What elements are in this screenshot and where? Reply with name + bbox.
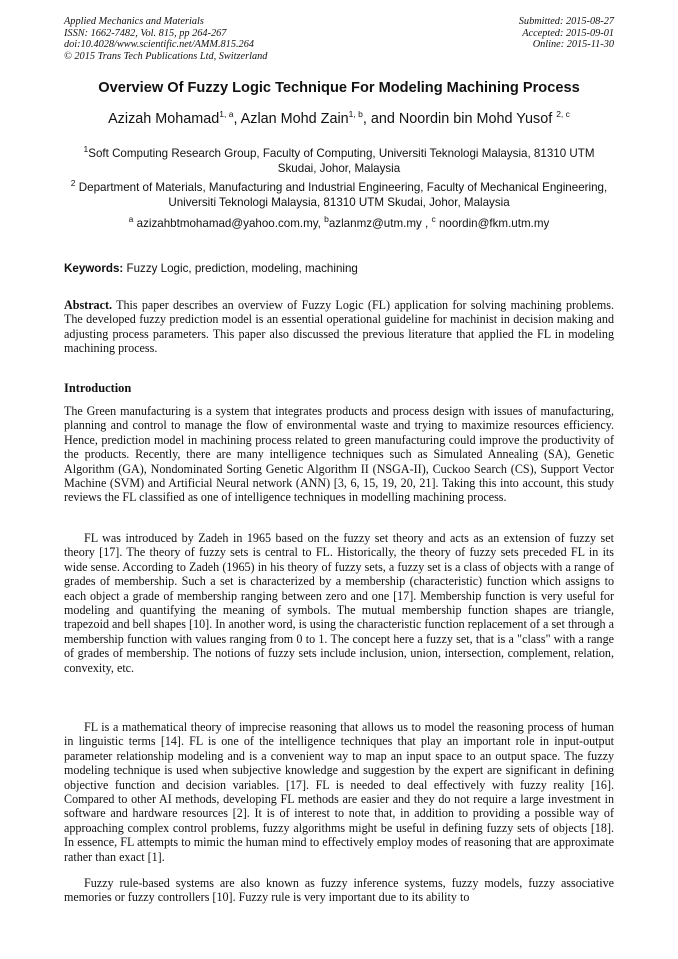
keywords xyxy=(64,262,614,275)
author-name: Azlan Mohd Zain xyxy=(240,111,349,127)
email-mark: a xyxy=(128,214,134,225)
journal-name: Applied Mechanics and Materials xyxy=(64,16,204,27)
author-name: Noordin bin Mohd Yusof xyxy=(398,111,553,127)
email-mark: b xyxy=(324,214,329,225)
abstract xyxy=(64,298,614,356)
affiliation-mark: 2 xyxy=(70,178,76,189)
submitted-date: Submitted: 2015-08-27 xyxy=(518,16,614,27)
author-separator: , and xyxy=(362,111,399,127)
author-affil-mark: 2, c xyxy=(556,109,570,120)
affiliation-text: Soft Computing Research Group, Faculty of Computing, Universiti Teknologi Malaysia, 81310 UTM Skudai, Johor, Malaysia xyxy=(88,147,595,175)
email-link[interactable]: azizahbtmohamad@yahoo.com.my, xyxy=(136,217,325,230)
email-link[interactable]: noordin@fkm.utm.my xyxy=(438,217,550,230)
abstract-text: This paper describes an overview of Fuzzy Logic (FL) application for solving machining problems. The developed fuzzy prediction model is an essential operational guideline for machinist in decision making and adjusting process parameters. This paper also discussed the previous literature that applied the FL in modeling machining process. xyxy=(64,298,614,356)
affiliation-2 xyxy=(70,180,608,210)
author-emails xyxy=(40,214,638,230)
email-link[interactable]: azlanmz@utm.my , xyxy=(328,217,432,230)
accepted-date: Accepted: 2015-09-01 xyxy=(522,27,614,39)
author-list xyxy=(30,111,648,127)
intro-paragraph: FL is a mathematical theory of imprecise reasoning that allows us to model the reasoning process of human in linguistic terms [14]. FL is one of the intelligence techniques that play an important role in input-output parameter relationship modeling and is a convenient way to map an input space to an output space. The fuzzy modeling technique is used when subjective knowledge and suggestion by the expert are significant in defining objective function and decision variables. [17]. FL is needed to deal effectively with fuzzy reality [16]. Compared to other AI methods, developing FL methods are easier and they do not require a large investment in software and hardware resources [2]. It is of interest to note that, in addition to providing a possible way of approaching complex control problems, fuzzy algorithms might be useful in defining fuzzy sets of objects [18]. In essence, FL attempts to mimic the human mind to effectively employ modes of reasoning that are approximate rather than exact [1]. xyxy=(64,720,614,864)
online-date: Online: 2015-11-30 xyxy=(532,39,614,51)
affiliation-text: Department of Materials, Manufacturing and Industrial Engineering, Faculty of Mechanical Engineering, Universiti Teknologi Malaysia, 81310 UTM Skudai, Johor, Malaysia xyxy=(78,181,608,209)
paper-title: Overview Of Fuzzy Logic Technique For Modeling Machining Process xyxy=(98,80,580,96)
keywords-label: Keywords: xyxy=(64,262,124,275)
affiliation-1 xyxy=(70,146,608,176)
affiliation-mark: 1 xyxy=(83,144,89,155)
email-mark: c xyxy=(431,214,436,225)
author-separator: , xyxy=(233,111,241,127)
doi-line: doi:10.4028/www.scientific.net/AMM.815.264 xyxy=(64,39,254,51)
abstract-label: Abstract. xyxy=(64,298,113,312)
journal-info xyxy=(64,16,267,62)
author-affil-mark: 1, b xyxy=(348,109,363,120)
publication-dates xyxy=(519,16,614,51)
intro-paragraph: The Green manufacturing is a system that integrates products and process design with issues of manufacturing, planning and control to manage the flow of environmental waste and trying to maximize resources efficiency. Hence, prediction model in machining process related to green manufacturing could improve the productivity of the products. Recently, there are many intelligence techniques such as Simulated Annealing (SA), Genetic Algorithm (GA), Nondominated Sorting Genetic Algorithm II (NSGA-II), Cuckoo Search (CS), Support Vector Machine (SVM) and Artificial Neural network (ANN) [3, 6, 15, 19, 20, 21]. Taking this into account, this study reviews the FL classified as one of intelligence techniques in modelling machining process. xyxy=(64,404,614,505)
introduction-heading: Introduction xyxy=(64,381,132,395)
keywords-text: Fuzzy Logic, prediction, modeling, machining xyxy=(126,262,358,275)
intro-paragraph: FL was introduced by Zadeh in 1965 based on the fuzzy set theory and acts as an extension of fuzzy set theory [17]. The theory of fuzzy sets is central to FL. Historically, the theory of fuzzy sets preceded FL in its wide sense. According to Zadeh (1965) in his theory of fuzzy sets, a fuzzy set is a class of objects with a range of grades of membership. Such a set is characterized by a membership (characteristic) function which assigns to each object a grade of membership ranging between zero and one [17]. Membership function is very useful for modeling and quantifying the meaning of symbols. The mutual membership function shapes are triangle, trapezoid and bell shapes [10]. In another word, is using the characteristic function replacement of a set through a membership function with values ranging from 0 to 1. The concept here a fuzzy set, that is a "class" with a range of grades of membership. The notions of fuzzy sets include inclusion, union, intersection, complement, relation, convexity, etc. xyxy=(64,531,614,675)
author-name: Azizah Mohamad xyxy=(108,111,220,127)
intro-paragraph: Fuzzy rule-based systems are also known as fuzzy inference systems, fuzzy models, fuzzy associative memories or fuzzy controllers [10]. Fuzzy rule is very important due to its ability to xyxy=(64,876,614,905)
copyright-line: © 2015 Trans Tech Publications Ltd, Switzerland xyxy=(64,50,268,62)
issn-line: ISSN: 1662-7482, Vol. 815, pp 264-267 xyxy=(64,27,227,39)
author-affil-mark: 1, a xyxy=(219,109,234,120)
